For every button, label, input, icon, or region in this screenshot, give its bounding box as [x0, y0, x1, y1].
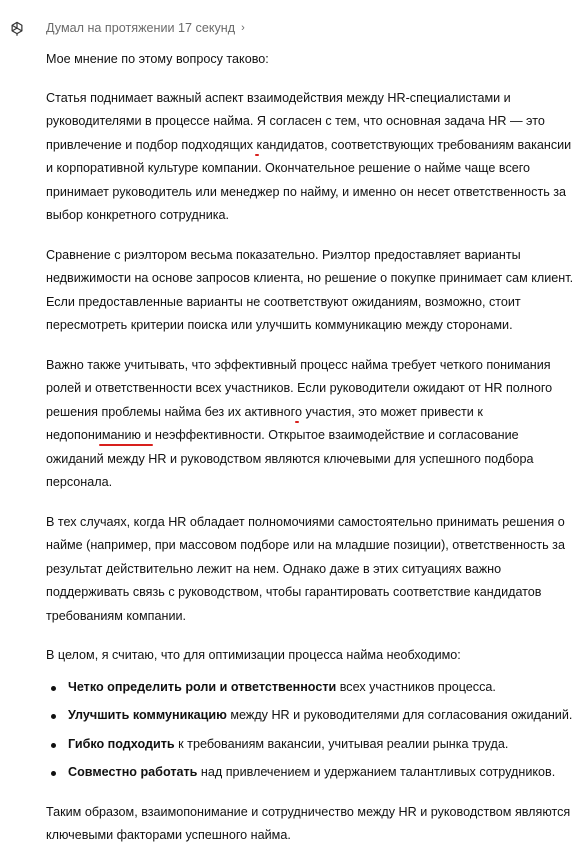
intro-text: Мое мнение по этому вопросу таково:: [46, 52, 269, 66]
paragraph-3-start: Важно также учитывать, что эффективный процесс найма требует четкого понимания ролей и ответственности всех участников.: [46, 357, 551, 395]
list-item-text: между HR и руководителями для согласования ожиданий.: [226, 708, 573, 722]
thinking-header[interactable]: [8, 18, 245, 40]
paragraph-6: Таким образом, взаимопонимание и сотрудничество между HR и руководством являются ключевыми факторами успешного найма.: [46, 804, 571, 842]
list-item-bold: Улучшить коммуникацию: [68, 708, 227, 722]
list-item: [46, 676, 576, 700]
list-item: [46, 704, 576, 728]
paragraph-1-start: Статья поднимает важный аспект взаимодействия между HR-специалистами и руководителями в процессе найма.: [46, 90, 511, 128]
openai-logo-icon: [8, 20, 26, 38]
list-item-text: к требованиям вакансии, учитывая реалии рынка труда.: [174, 736, 509, 751]
recommendations-list: [46, 676, 576, 785]
paragraph-1: [46, 87, 576, 228]
paragraph-3: [46, 354, 576, 495]
list-item-bold: Совместно работать: [68, 765, 198, 779]
paragraph-4: В тех случаях, когда HR обладает полномочиями самостоятельно принимать решения о найме (например, при массовом подборе или на младшие позиции), ответственность за результат действительно лежит на нем. Однако даже в этих ситуациях важно поддерживать связь с руководством, чтобы гарантировать соответствие кандидатов требованиям компании.: [46, 514, 565, 623]
underlined-text-misunderstanding: проблемы найма без их активного участия, это может привести к недопониманию и: [46, 404, 483, 442]
list-item: [46, 733, 576, 757]
paragraph-1-end: подходящих кандидатов, соответствующих требованиям вакансии и корпоративной культуре компании. Окончательное решение о найме чаще всего принимает руководитель или менеджер по найму, и именно он несет ответственность за выбор конкретного сотрудника.: [46, 137, 572, 222]
chevron-right-icon: ›: [241, 22, 245, 35]
underlined-text-hr-task: Я согласен с тем, что основная задача HR — это привлечение и подбор: [46, 114, 545, 152]
list-item-text: всех участников процесса.: [336, 679, 496, 694]
paragraph-2: Сравнение с риэлтором весьма показательно. Риэлтор предоставляет варианты недвижимости на основе запросов клиента, но решение о покупке принимает сам клиент. Если предоставленные варианты не соответствуют ожиданиям, возможно, стоит пересмотреть критерии поиска или улучшить коммуникацию между сторонами.: [46, 247, 574, 332]
list-item-bold: Гибко подходить: [68, 736, 175, 751]
underlined-text-expectations: Если руководители ожидают от HR полного решения: [46, 381, 553, 419]
list-item-bold: Четко определить роли и ответственности: [68, 679, 337, 694]
paragraph-3-end: неэффективности. Открытое взаимодействие и согласование ожиданий между HR и руководством являются ключевыми для успешного подбора персонала.: [46, 428, 534, 489]
paragraph-5: В целом, я считаю, что для оптимизации процесса найма необходимо:: [46, 648, 461, 662]
list-item: [46, 761, 576, 785]
list-item-text: над привлечением и удержанием талантливых сотрудников.: [197, 765, 556, 779]
assistant-message: [46, 48, 576, 864]
thinking-duration-label: Думал на протяжении 17 секунд: [46, 21, 236, 36]
